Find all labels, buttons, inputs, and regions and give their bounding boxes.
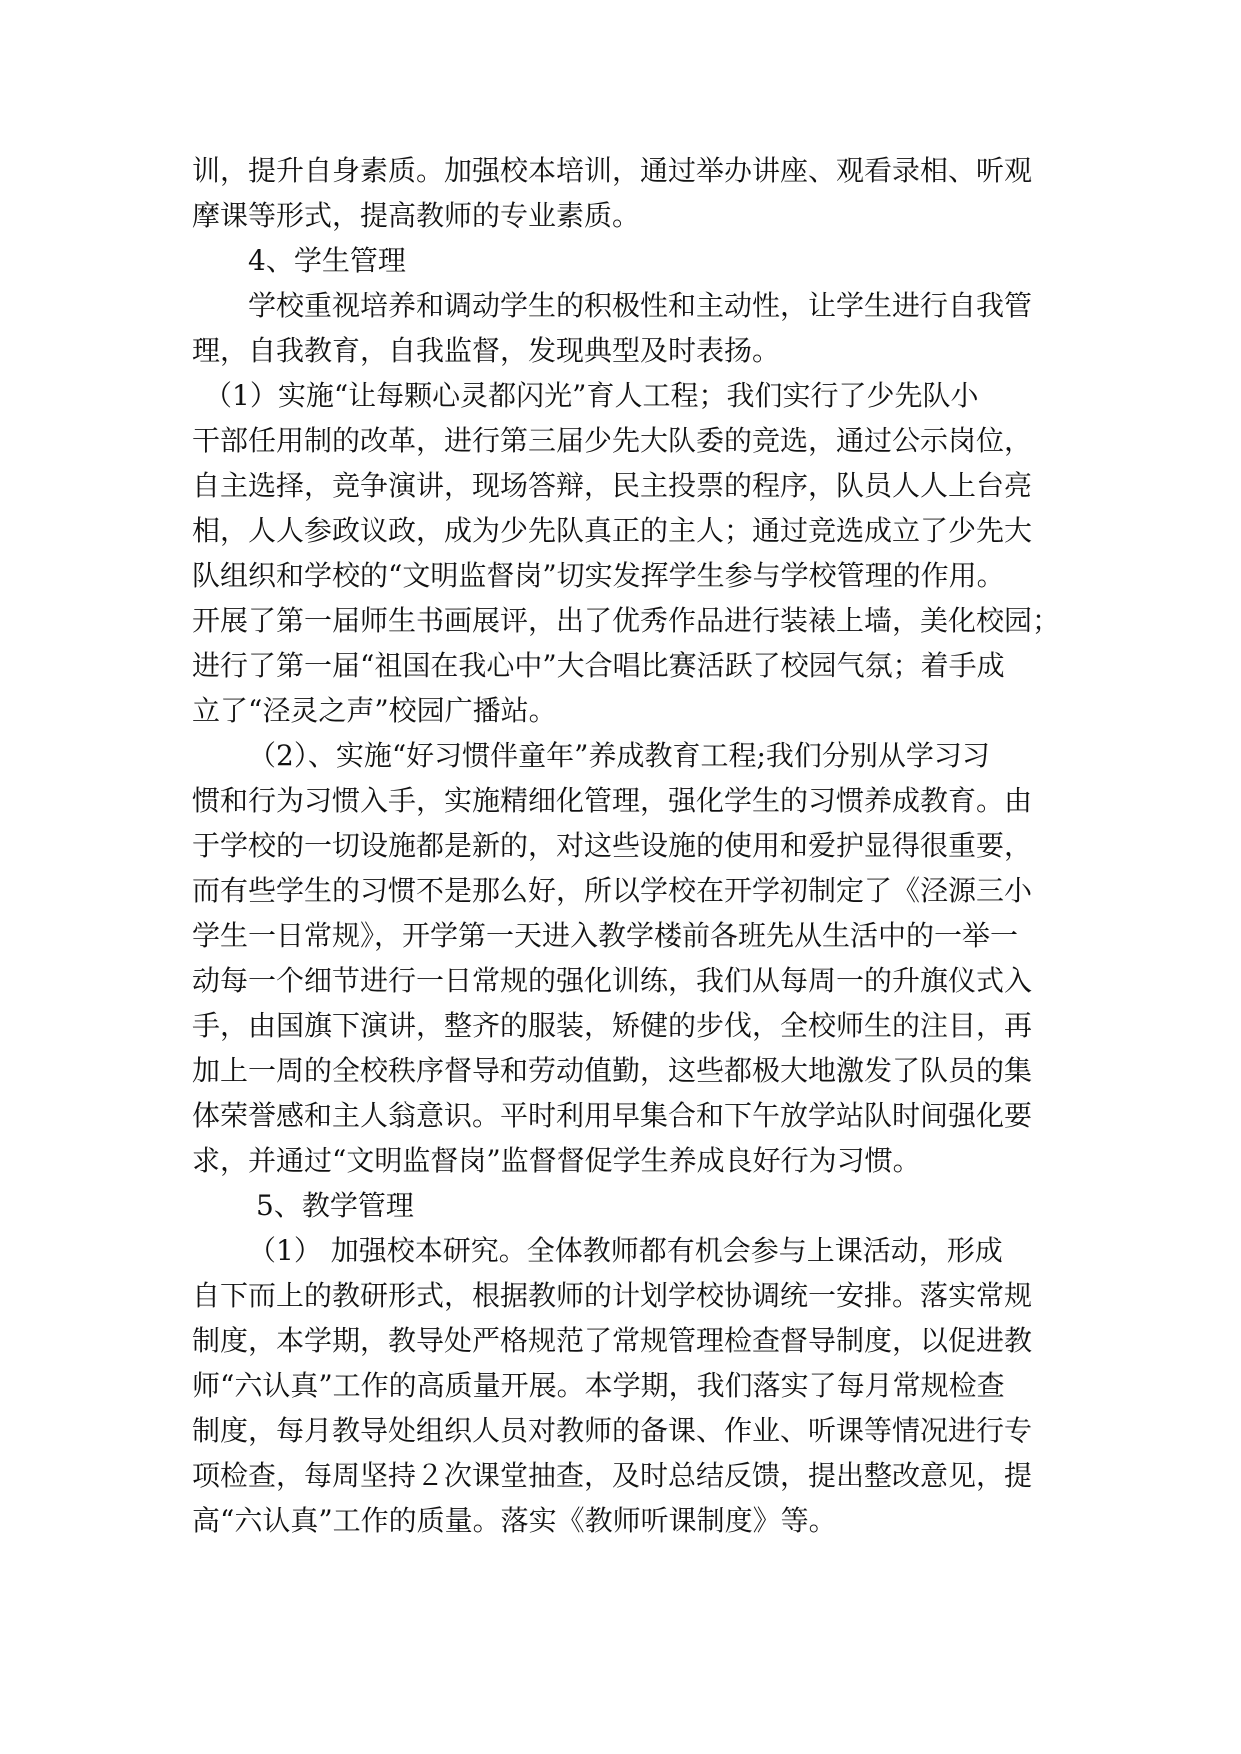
body-line: （1）实施“让每颗心灵都闪光”育人工程；我们实行了少先队小 [204, 379, 979, 412]
section-heading: 4、学生管理 [248, 244, 406, 277]
section-heading: 5、教学管理 [256, 1189, 414, 1222]
body-line: 制度，本学期，教导处严格规范了常规管理检查督导制度，以促进教 [192, 1324, 1033, 1357]
body-line: 惯和行为习惯入手，实施精细化管理，强化学生的习惯养成教育。由 [192, 784, 1033, 817]
body-line: 于学校的一切设施都是新的，对这些设施的使用和爱护显得很重要， [192, 829, 1033, 862]
body-line: 项检查，每周坚持２次课堂抽查，及时总结反馈，提出整改意见，提 [192, 1459, 1033, 1492]
body-line: 手，由国旗下演讲，整齐的服装，矫健的步伐，全校师生的注目，再 [192, 1009, 1033, 1042]
body-line: 学生一日常规》，开学第一天进入教学楼前各班先从生活中的一举一 [192, 919, 1019, 952]
body-line: 进行了第一届“祖国在我心中”大合唱比赛活跃了校园气氛；着手成 [192, 649, 1005, 682]
body-line: （1） 加强校本研究。全体教师都有机会参与上课活动，形成 [248, 1234, 1003, 1267]
body-line: 加上一周的全校秩序督导和劳动值勤，这些都极大地激发了队员的集 [192, 1054, 1033, 1087]
body-line: 体荣誉感和主人翁意识。平时利用早集合和下午放学站队时间强化要 [192, 1099, 1033, 1132]
body-line: 高“六认真”工作的质量。落实《教师听课制度》等。 [192, 1504, 837, 1537]
body-line: 摩课等形式，提高教师的专业素质。 [192, 199, 641, 232]
body-line: 自主选择，竞争演讲，现场答辩，民主投票的程序，队员人人上台亮 [192, 469, 1033, 502]
body-line: 干部任用制的改革，进行第三届少先大队委的竞选，通过公示岗位， [192, 424, 1033, 457]
body-line: （2）、实施“好习惯伴童年”养成教育工程;我们分别从学习习 [248, 739, 990, 772]
body-line: 师“六认真”工作的高质量开展。本学期，我们落实了每月常规检查 [192, 1369, 1005, 1402]
body-line: 学校重视培养和调动学生的积极性和主动性，让学生进行自我管 [248, 289, 1033, 322]
body-line: 训，提升自身素质。加强校本培训，通过举办讲座、观看录相、听观 [192, 154, 1033, 187]
body-line: 队组织和学校的“文明监督岗”切实发挥学生参与学校管理的作用。 [192, 559, 1005, 592]
body-line: 动每一个细节进行一日常规的强化训练，我们从每周一的升旗仪式入 [192, 964, 1033, 997]
body-line: 自下而上的教研形式，根据教师的计划学校协调统一安排。落实常规 [192, 1279, 1033, 1312]
body-line: 理，自我教育，自我监督，发现典型及时表扬。 [192, 334, 781, 367]
body-line: 而有些学生的习惯不是那么好，所以学校在开学初制定了《泾源三小 [192, 874, 1033, 907]
body-line: 求，并通过“文明监督岗”监督督促学生养成良好行为习惯。 [192, 1144, 921, 1177]
body-line: 相，人人参政议政，成为少先队真正的主人；通过竞选成立了少先大 [192, 514, 1033, 547]
body-line: 开展了第一届师生书画展评，出了优秀作品进行装裱上墙，美化校园； [192, 604, 1061, 637]
document-body [192, 148, 1062, 1543]
body-line: 立了“泾灵之声”校园广播站。 [192, 694, 557, 727]
body-line: 制度，每月教导处组织人员对教师的备课、作业、听课等情况进行专 [192, 1414, 1033, 1447]
